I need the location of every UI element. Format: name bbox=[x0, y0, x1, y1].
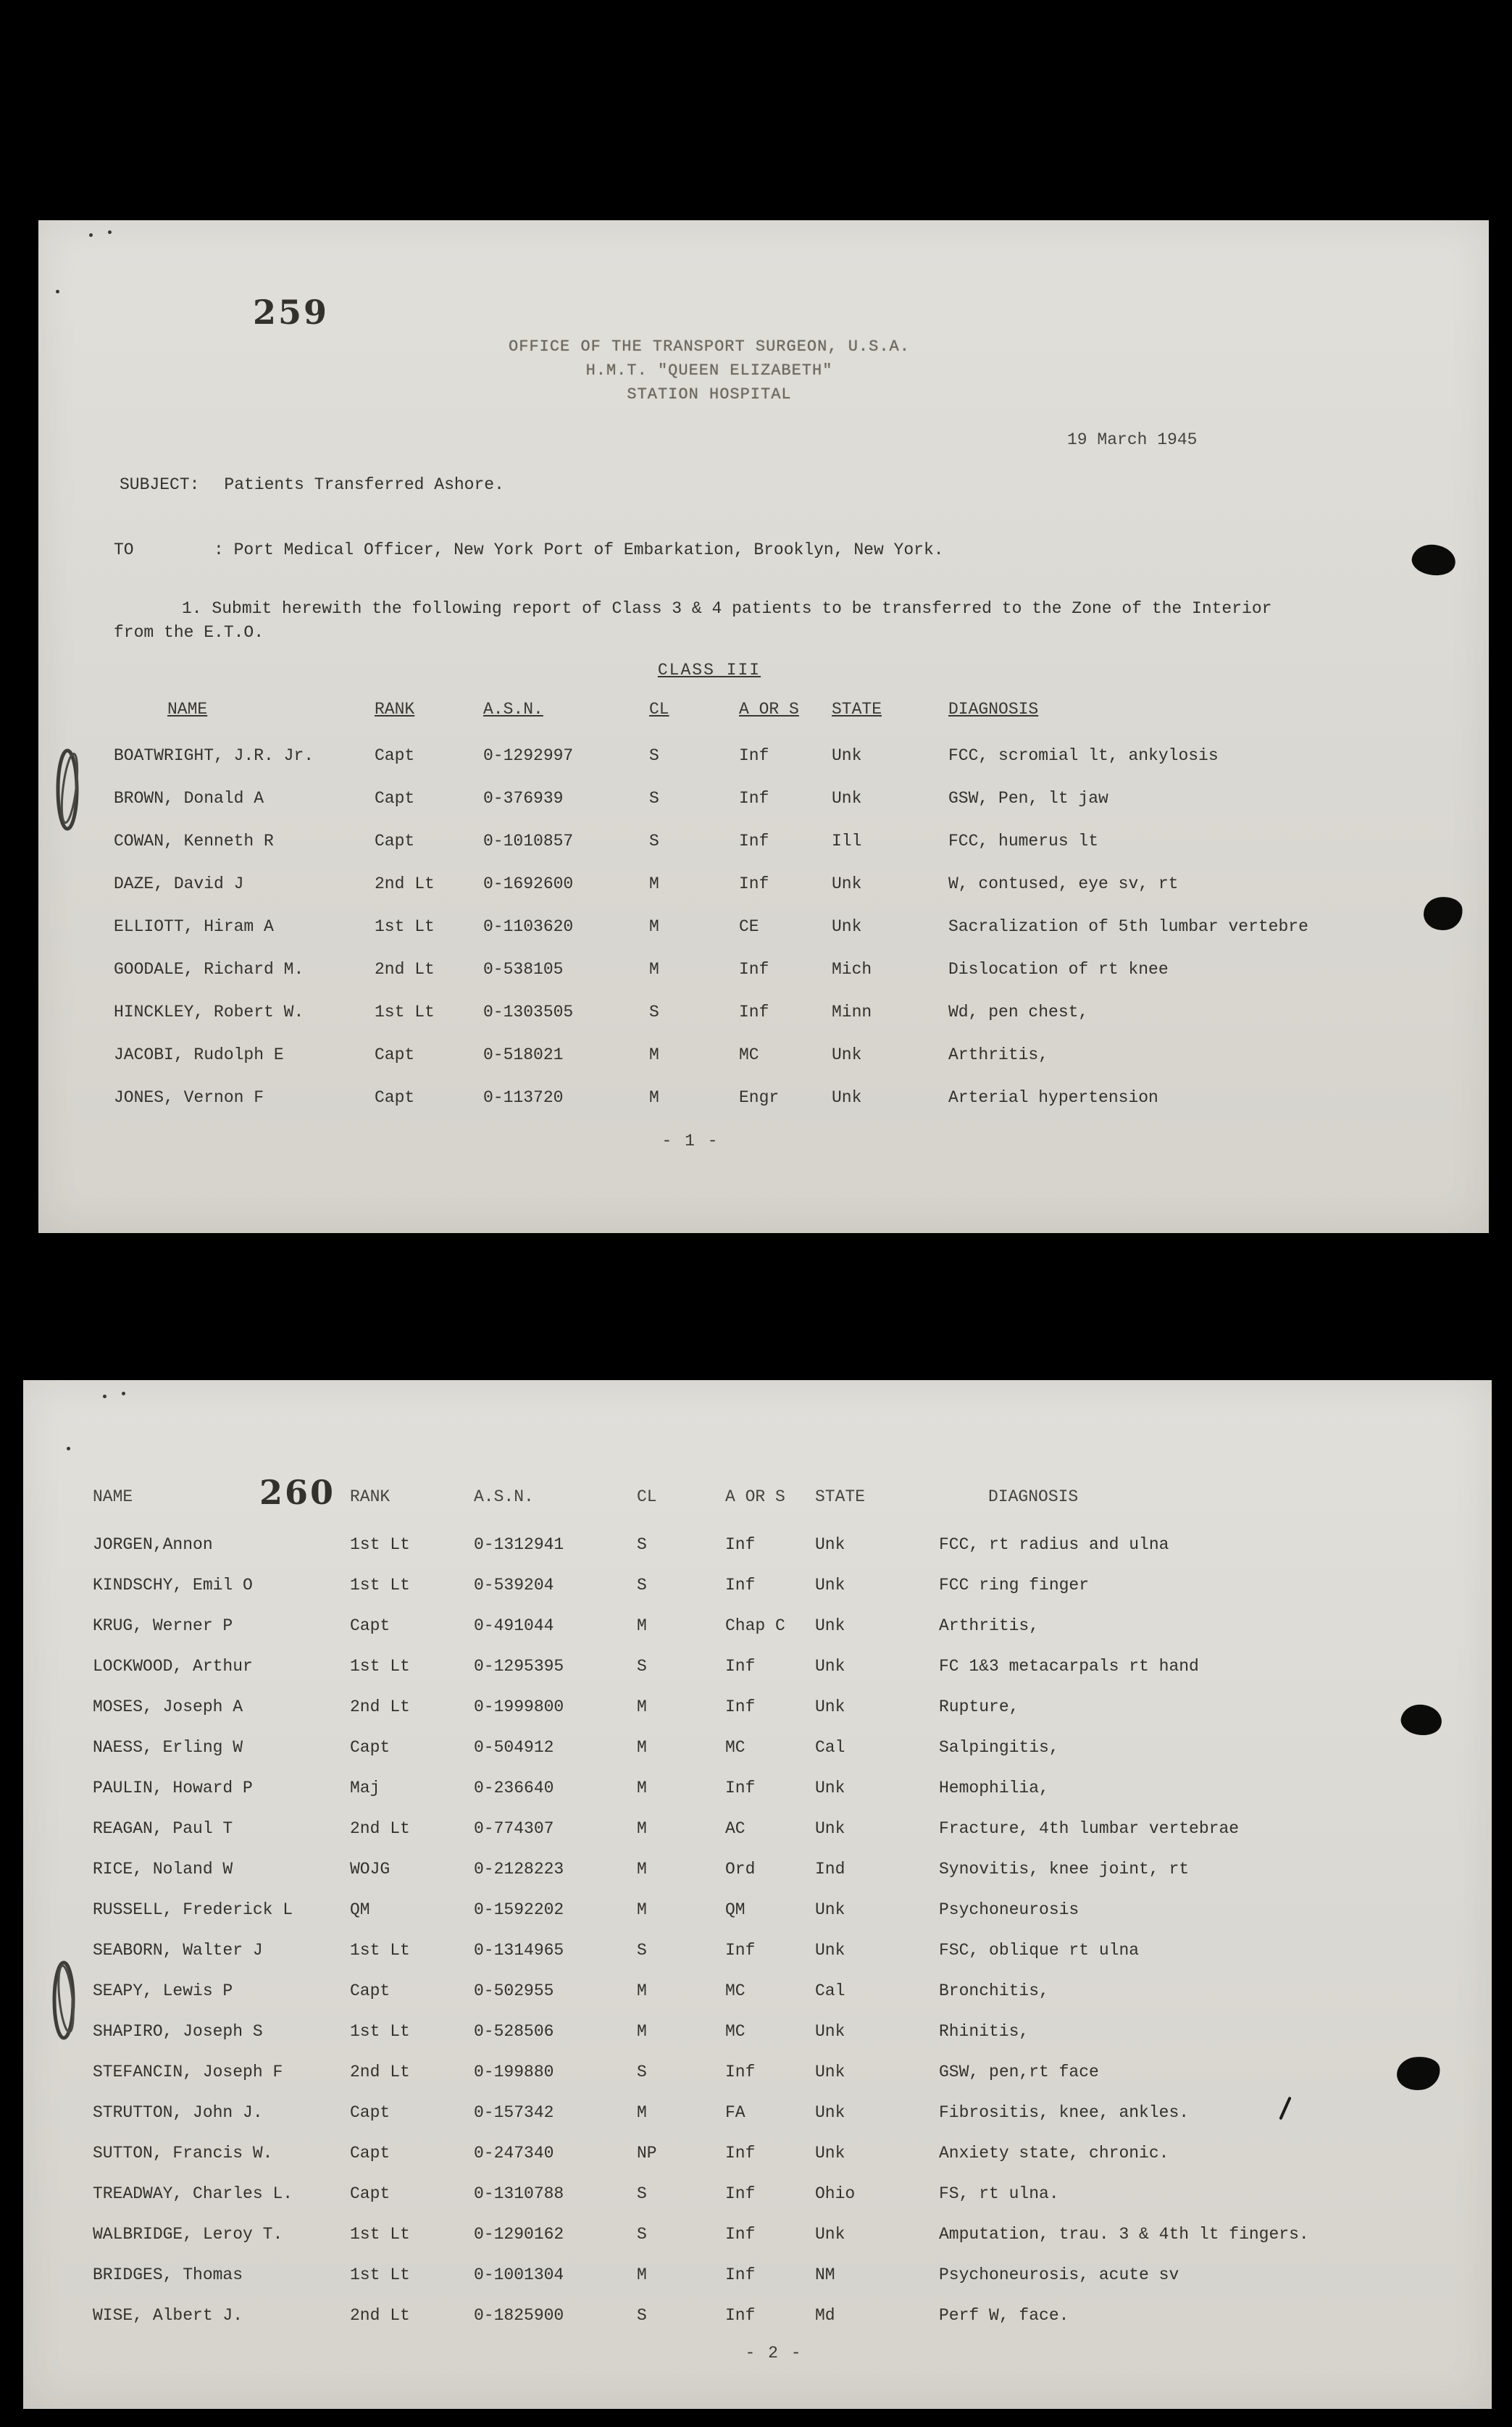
table-cell: Unk bbox=[832, 789, 862, 808]
column-header-rank: RANK bbox=[375, 700, 415, 719]
table-cell: MC bbox=[739, 1045, 759, 1064]
table-cell: Minn bbox=[832, 1003, 872, 1022]
table-row bbox=[114, 1003, 1447, 1045]
column-header-cl: CL bbox=[637, 1487, 657, 1506]
table-row bbox=[93, 2225, 1455, 2265]
column-header-rank: RANK bbox=[350, 1487, 390, 1506]
table-cell: Unk bbox=[815, 2063, 845, 2081]
table-row bbox=[93, 2306, 1455, 2347]
table-cell: 1st Lt bbox=[350, 1941, 410, 1960]
table-cell: Fibrositis, knee, ankles. bbox=[939, 2103, 1190, 2122]
table-cell: RUSSELL, Frederick L bbox=[93, 1900, 293, 1919]
table-cell: 1st Lt bbox=[350, 1535, 410, 1554]
table-row bbox=[114, 874, 1447, 917]
table-cell: 0-518021 bbox=[483, 1045, 564, 1064]
table-cell: M bbox=[637, 1860, 647, 1879]
table-cell: W, contused, eye sv, rt bbox=[948, 874, 1179, 893]
table-cell: Ind bbox=[815, 1860, 845, 1879]
body-paragraph-line-2: from the E.T.O. bbox=[114, 623, 264, 642]
table-cell: 2nd Lt bbox=[375, 874, 435, 893]
table-row bbox=[93, 1860, 1455, 1900]
table-row bbox=[93, 1900, 1455, 1941]
table-cell: Arthritis, bbox=[948, 1045, 1049, 1064]
table-cell: Capt bbox=[375, 746, 415, 765]
column-header-state: STATE bbox=[815, 1487, 866, 1506]
table-cell: S bbox=[649, 746, 659, 765]
table-row bbox=[93, 1941, 1455, 1981]
table-cell: M bbox=[637, 1981, 647, 2000]
table-cell: 0-1592202 bbox=[474, 1900, 564, 1919]
table-cell: Maj bbox=[350, 1779, 380, 1797]
scan-noise-dot bbox=[89, 233, 93, 237]
table-row bbox=[93, 2144, 1455, 2184]
letterhead-line-1: OFFICE OF THE TRANSPORT SURGEON, U.S.A. bbox=[509, 338, 910, 356]
table-cell: S bbox=[637, 1535, 647, 1554]
table-cell: 1st Lt bbox=[375, 1003, 435, 1022]
table-cell: 0-1290162 bbox=[474, 2225, 564, 2244]
table-cell: Unk bbox=[815, 2103, 845, 2122]
table-cell: M bbox=[637, 2103, 647, 2122]
table-cell: REAGAN, Paul T bbox=[93, 1819, 233, 1838]
table-row bbox=[114, 1045, 1447, 1088]
column-header-a-or-s: A OR S bbox=[739, 700, 799, 719]
table-cell: 0-113720 bbox=[483, 1088, 564, 1107]
table-cell: Unk bbox=[815, 1657, 845, 1676]
table-cell: RICE, Noland W bbox=[93, 1860, 233, 1879]
page-number-stamp: 259 bbox=[253, 293, 330, 332]
table-cell: S bbox=[637, 2306, 647, 2325]
table-cell: TREADWAY, Charles L. bbox=[93, 2184, 293, 2203]
table-cell: 2nd Lt bbox=[350, 1819, 410, 1838]
document-page-1 bbox=[38, 220, 1489, 1233]
body-paragraph-line-1: 1. Submit herewith the following report of Class 3 & 4 patients to be transferred to the Zone of the Interior bbox=[182, 599, 1272, 618]
column-header-cl: CL bbox=[649, 700, 669, 719]
table-cell: 1st Lt bbox=[350, 2265, 410, 2284]
table-cell: KINDSCHY, Emil O bbox=[93, 1576, 253, 1595]
table-cell: 0-1314965 bbox=[474, 1941, 564, 1960]
table-cell: SEAPY, Lewis P bbox=[93, 1981, 233, 2000]
table-cell: Inf bbox=[739, 832, 769, 851]
table-cell: 1st Lt bbox=[350, 1576, 410, 1595]
scanner-ink-blob bbox=[1409, 540, 1458, 580]
table-cell: NM bbox=[815, 2265, 835, 2284]
table-cell: Perf W, face. bbox=[939, 2306, 1069, 2325]
table-row bbox=[93, 1576, 1455, 1616]
table-cell: FCC ring finger bbox=[939, 1576, 1090, 1595]
column-header-state: STATE bbox=[832, 700, 882, 719]
table-row bbox=[114, 917, 1447, 960]
table-cell: M bbox=[637, 1819, 647, 1838]
table-cell: S bbox=[649, 789, 659, 808]
table-cell: CE bbox=[739, 917, 759, 936]
table-cell: Ill bbox=[832, 832, 862, 851]
table-cell: KRUG, Werner P bbox=[93, 1616, 233, 1635]
table-cell: BROWN, Donald A bbox=[114, 789, 264, 808]
table-cell: Unk bbox=[815, 1900, 845, 1919]
table-cell: Inf bbox=[725, 2184, 756, 2203]
table-cell: Unk bbox=[832, 1088, 862, 1107]
table-cell: GOODALE, Richard M. bbox=[114, 960, 304, 979]
table-cell: Amputation, trau. 3 & 4th lt fingers. bbox=[939, 2225, 1309, 2244]
table-cell: Unk bbox=[815, 1576, 845, 1595]
table-cell: GSW, Pen, lt jaw bbox=[948, 789, 1108, 808]
table-cell: Inf bbox=[739, 874, 769, 893]
table-cell: 0-1312941 bbox=[474, 1535, 564, 1554]
scan-noise-dot bbox=[108, 230, 112, 234]
table-cell: Engr bbox=[739, 1088, 780, 1107]
table-cell: Unk bbox=[832, 874, 862, 893]
table-cell: FCC, scromial lt, ankylosis bbox=[948, 746, 1219, 765]
table-cell: MC bbox=[725, 1738, 745, 1757]
page-number-footer: - 2 - bbox=[745, 2344, 803, 2363]
table-body bbox=[93, 1535, 1455, 2347]
table-cell: 0-539204 bbox=[474, 1576, 554, 1595]
to-line bbox=[114, 540, 944, 559]
table-cell: M bbox=[637, 1616, 647, 1635]
table-cell: WOJG bbox=[350, 1860, 390, 1879]
table-cell: Capt bbox=[350, 1738, 390, 1757]
table-cell: Capt bbox=[350, 1981, 390, 2000]
table-cell: Inf bbox=[725, 2265, 756, 2284]
table-cell: Inf bbox=[739, 789, 769, 808]
table-cell: S bbox=[637, 2225, 647, 2244]
table-cell: JORGEN,Annon bbox=[93, 1535, 213, 1554]
table-header-row bbox=[114, 700, 1447, 746]
table-cell: ELLIOTT, Hiram A bbox=[114, 917, 274, 936]
table-cell: Capt bbox=[375, 1045, 415, 1064]
page-number-stamp: 260 bbox=[259, 1473, 336, 1512]
table-cell: 1st Lt bbox=[350, 2225, 410, 2244]
table-cell: 1st Lt bbox=[350, 1657, 410, 1676]
table-cell: Bronchitis, bbox=[939, 1981, 1049, 2000]
table-cell: 0-157342 bbox=[474, 2103, 554, 2122]
to-text: : Port Medical Officer, New York Port of Embarkation, Brooklyn, New York. bbox=[214, 540, 944, 559]
table-cell: Inf bbox=[725, 1941, 756, 1960]
table-cell: Capt bbox=[375, 789, 415, 808]
table-row bbox=[114, 1088, 1447, 1131]
table-cell: Inf bbox=[725, 1697, 756, 1716]
table-cell: Unk bbox=[815, 1616, 845, 1635]
table-cell: M bbox=[637, 1900, 647, 1919]
table-cell: AC bbox=[725, 1819, 745, 1838]
table-cell: Rhinitis, bbox=[939, 2022, 1029, 2041]
table-cell: STEFANCIN, Joseph F bbox=[93, 2063, 283, 2081]
table-cell: Salpingitis, bbox=[939, 1738, 1059, 1757]
body-paragraph bbox=[114, 597, 1432, 645]
table-cell: BOATWRIGHT, J.R. Jr. bbox=[114, 746, 314, 765]
table-cell: Mich bbox=[832, 960, 872, 979]
table-cell: Md bbox=[815, 2306, 835, 2325]
letterhead bbox=[38, 335, 1380, 406]
table-cell: Ohio bbox=[815, 2184, 856, 2203]
table-cell: Inf bbox=[725, 2144, 756, 2163]
table-cell: 2nd Lt bbox=[350, 2306, 410, 2325]
letterhead-line-2: H.M.T. "QUEEN ELIZABETH" bbox=[585, 362, 833, 380]
table-header-row bbox=[93, 1487, 1455, 1535]
table-row bbox=[93, 2103, 1455, 2144]
table-cell: Inf bbox=[725, 1779, 756, 1797]
table-cell: 0-1292997 bbox=[483, 746, 574, 765]
table-row bbox=[93, 1697, 1455, 1738]
table-cell: Psychoneurosis, acute sv bbox=[939, 2265, 1179, 2284]
table-row bbox=[93, 1981, 1455, 2022]
table-cell: SEABORN, Walter J bbox=[93, 1941, 263, 1960]
table-cell: M bbox=[637, 2265, 647, 2284]
table-cell: M bbox=[649, 917, 659, 936]
table-cell: MC bbox=[725, 2022, 745, 2041]
table-cell: M bbox=[637, 1697, 647, 1716]
table-cell: QM bbox=[350, 1900, 370, 1919]
column-header-diagnosis: DIAGNOSIS bbox=[988, 1487, 1079, 1506]
document-date: 19 March 1945 bbox=[1067, 430, 1198, 449]
table-cell: Inf bbox=[739, 960, 769, 979]
column-header-diagnosis: DIAGNOSIS bbox=[948, 700, 1039, 719]
scan-noise-dot bbox=[67, 1447, 70, 1450]
scan-noise-dot bbox=[122, 1392, 125, 1395]
table-row bbox=[93, 2022, 1455, 2063]
table-cell: 0-376939 bbox=[483, 789, 564, 808]
table-cell: NAESS, Erling W bbox=[93, 1738, 243, 1757]
table-cell: Fracture, 4th lumbar vertebrae bbox=[939, 1819, 1240, 1838]
table-cell: 2nd Lt bbox=[375, 960, 435, 979]
scan-noise-dot bbox=[103, 1395, 106, 1398]
column-header-name: NAME bbox=[167, 700, 208, 719]
table-cell: DAZE, David J bbox=[114, 874, 244, 893]
table-cell: M bbox=[649, 874, 659, 893]
table-cell: Sacralization of 5th lumbar vertebre bbox=[948, 917, 1308, 936]
column-header-a-or-s: A OR S bbox=[725, 1487, 785, 1506]
table-cell: Cal bbox=[815, 1738, 845, 1757]
table-row bbox=[93, 1779, 1455, 1819]
column-header-asn: A.S.N. bbox=[483, 700, 543, 719]
table-cell: FA bbox=[725, 2103, 745, 2122]
table-cell: FCC, humerus lt bbox=[948, 832, 1099, 851]
table-row bbox=[114, 746, 1447, 789]
table-cell: SUTTON, Francis W. bbox=[93, 2144, 273, 2163]
table-cell: NP bbox=[637, 2144, 657, 2163]
table-row bbox=[93, 1657, 1455, 1697]
table-cell: 0-1295395 bbox=[474, 1657, 564, 1676]
table-cell: 0-528506 bbox=[474, 2022, 554, 2041]
table-cell: 0-504912 bbox=[474, 1738, 554, 1757]
table-cell: Capt bbox=[350, 2103, 390, 2122]
table-cell: M bbox=[637, 1738, 647, 1757]
table-cell: 0-1310788 bbox=[474, 2184, 564, 2203]
table-cell: Capt bbox=[375, 832, 415, 851]
table-cell: M bbox=[649, 960, 659, 979]
table-cell: M bbox=[649, 1088, 659, 1107]
table-cell: 0-1001304 bbox=[474, 2265, 564, 2284]
table-cell: Unk bbox=[815, 2144, 845, 2163]
table-cell: Inf bbox=[725, 1535, 756, 1554]
table-cell: LOCKWOOD, Arthur bbox=[93, 1657, 253, 1676]
table-cell: QM bbox=[725, 1900, 745, 1919]
table-cell: Psychoneurosis bbox=[939, 1900, 1079, 1919]
table-cell: Dislocation of rt knee bbox=[948, 960, 1169, 979]
table-cell: Unk bbox=[832, 1045, 862, 1064]
table-cell: MOSES, Joseph A bbox=[93, 1697, 243, 1716]
table-cell: S bbox=[637, 1657, 647, 1676]
table-cell: 0-1825900 bbox=[474, 2306, 564, 2325]
table-cell: HINCKLEY, Robert W. bbox=[114, 1003, 304, 1022]
table-row bbox=[114, 832, 1447, 874]
table-row bbox=[93, 1819, 1455, 1860]
table-cell: 1st Lt bbox=[375, 917, 435, 936]
table-cell: 0-491044 bbox=[474, 1616, 554, 1635]
table-row bbox=[93, 1535, 1455, 1576]
table-row bbox=[93, 2184, 1455, 2225]
table-cell: SHAPIRO, Joseph S bbox=[93, 2022, 263, 2041]
table-cell: S bbox=[637, 2184, 647, 2203]
table-cell: 0-774307 bbox=[474, 1819, 554, 1838]
table-cell: Inf bbox=[725, 2225, 756, 2244]
table-cell: Unk bbox=[815, 1779, 845, 1797]
table-cell: S bbox=[637, 1941, 647, 1960]
table-row bbox=[114, 960, 1447, 1003]
table-cell: BRIDGES, Thomas bbox=[93, 2265, 243, 2284]
table-cell: 0-2128223 bbox=[474, 1860, 564, 1879]
table-cell: Unk bbox=[815, 2022, 845, 2041]
table-row bbox=[93, 2265, 1455, 2306]
letterhead-line-3: STATION HOSPITAL bbox=[627, 385, 792, 404]
table-cell: JONES, Vernon F bbox=[114, 1088, 264, 1107]
table-cell: 0-1103620 bbox=[483, 917, 574, 936]
table-cell: 0-538105 bbox=[483, 960, 564, 979]
subject-line bbox=[120, 475, 504, 494]
table-cell: S bbox=[649, 1003, 659, 1022]
pen-scribble-mark bbox=[48, 1957, 83, 2045]
table-body bbox=[114, 746, 1447, 1131]
table-row bbox=[114, 789, 1447, 832]
table-cell: Cal bbox=[815, 1981, 845, 2000]
page-number-footer: - 1 - bbox=[661, 1132, 719, 1150]
table-cell: S bbox=[649, 832, 659, 851]
table-cell: Anxiety state, chronic. bbox=[939, 2144, 1169, 2163]
table-cell: Capt bbox=[350, 2144, 390, 2163]
table-cell: 0-1010857 bbox=[483, 832, 574, 851]
table-cell: Unk bbox=[815, 1819, 845, 1838]
column-header-name: NAME bbox=[93, 1487, 133, 1506]
table-cell: S bbox=[637, 1576, 647, 1595]
to-label: TO bbox=[114, 540, 134, 559]
table-cell: Rupture, bbox=[939, 1697, 1019, 1716]
table-cell: M bbox=[649, 1045, 659, 1064]
table-row bbox=[93, 1738, 1455, 1779]
table-cell: M bbox=[637, 1779, 647, 1797]
table-row bbox=[93, 1616, 1455, 1657]
table-cell: Inf bbox=[739, 1003, 769, 1022]
table-cell: FC 1&3 metacarpals rt hand bbox=[939, 1657, 1199, 1676]
table-cell: 0-502955 bbox=[474, 1981, 554, 2000]
table-cell: S bbox=[637, 2063, 647, 2081]
table-cell: STRUTTON, John J. bbox=[93, 2103, 263, 2122]
subject-text: Patients Transferred Ashore. bbox=[224, 475, 504, 494]
table-cell: Unk bbox=[815, 1697, 845, 1716]
table-cell: Unk bbox=[832, 746, 862, 765]
table-cell: Capt bbox=[375, 1088, 415, 1107]
table-cell: 1st Lt bbox=[350, 2022, 410, 2041]
table-cell: COWAN, Kenneth R bbox=[114, 832, 274, 851]
table-cell: 0-1692600 bbox=[483, 874, 574, 893]
table-cell: Ord bbox=[725, 1860, 756, 1879]
table-cell: FSC, oblique rt ulna bbox=[939, 1941, 1140, 1960]
table-cell: FS, rt ulna. bbox=[939, 2184, 1059, 2203]
table-cell: Hemophilia, bbox=[939, 1779, 1049, 1797]
patients-table-class-iii bbox=[114, 700, 1447, 1131]
table-cell: 0-199880 bbox=[474, 2063, 554, 2081]
table-cell: MC bbox=[725, 1981, 745, 2000]
table-cell: Arthritis, bbox=[939, 1616, 1040, 1635]
table-cell: Unk bbox=[815, 2225, 845, 2244]
table-cell: GSW, pen,rt face bbox=[939, 2063, 1099, 2081]
table-cell: Wd, pen chest, bbox=[948, 1003, 1089, 1022]
document-page-2 bbox=[23, 1380, 1492, 2409]
table-cell: Inf bbox=[725, 2063, 756, 2081]
table-cell: Inf bbox=[725, 1576, 756, 1595]
table-cell: Inf bbox=[725, 1657, 756, 1676]
table-cell: Capt bbox=[350, 1616, 390, 1635]
pen-scribble-mark bbox=[50, 743, 88, 837]
table-cell: WISE, Albert J. bbox=[93, 2306, 243, 2325]
table-cell: FCC, rt radius and ulna bbox=[939, 1535, 1169, 1554]
class-iii-heading: CLASS III bbox=[657, 661, 761, 680]
table-cell: Arterial hypertension bbox=[948, 1088, 1158, 1107]
table-cell: Chap C bbox=[725, 1616, 785, 1635]
table-cell: 2nd Lt bbox=[350, 1697, 410, 1716]
scan-noise-dot bbox=[56, 290, 59, 293]
table-cell: 0-1999800 bbox=[474, 1697, 564, 1716]
table-cell: Inf bbox=[725, 2306, 756, 2325]
patients-table-page-2 bbox=[93, 1487, 1455, 2347]
column-header-asn: A.S.N. bbox=[474, 1487, 534, 1506]
table-cell: Unk bbox=[815, 1535, 845, 1554]
table-row bbox=[93, 2063, 1455, 2103]
table-cell: 2nd Lt bbox=[350, 2063, 410, 2081]
table-cell: 0-247340 bbox=[474, 2144, 554, 2163]
table-cell: Unk bbox=[815, 1941, 845, 1960]
subject-label: SUBJECT: bbox=[120, 475, 200, 494]
table-cell: M bbox=[637, 2022, 647, 2041]
table-cell: PAULIN, Howard P bbox=[93, 1779, 253, 1797]
table-cell: 0-236640 bbox=[474, 1779, 554, 1797]
table-cell: WALBRIDGE, Leroy T. bbox=[93, 2225, 283, 2244]
table-cell: JACOBI, Rudolph E bbox=[114, 1045, 284, 1064]
table-cell: Inf bbox=[739, 746, 769, 765]
table-cell: 0-1303505 bbox=[483, 1003, 574, 1022]
table-cell: Unk bbox=[832, 917, 862, 936]
table-cell: Capt bbox=[350, 2184, 390, 2203]
table-cell: Synovitis, knee joint, rt bbox=[939, 1860, 1190, 1879]
